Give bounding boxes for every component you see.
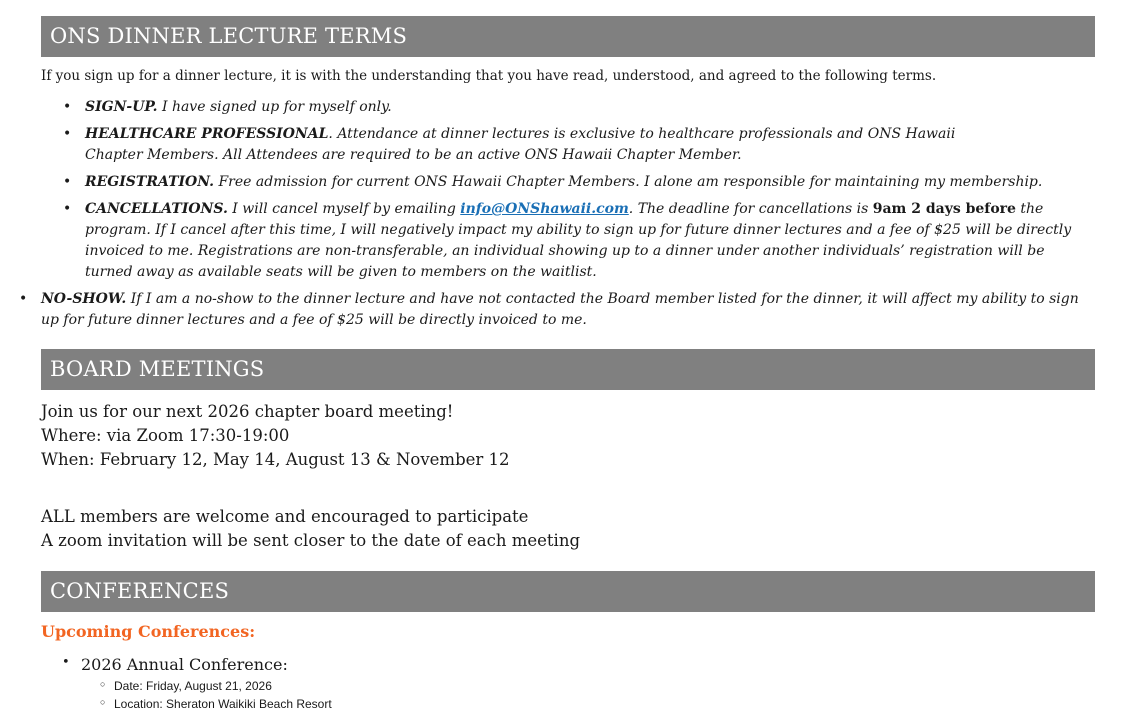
term-cancellations-mid: . The deadline for cancellations is <box>628 201 873 217</box>
term-healthcare-label: HEALTHCARE PROFESSIONAL <box>85 126 329 142</box>
term-registration-label: REGISTRATION. <box>85 174 215 190</box>
term-registration <box>85 172 1085 193</box>
term-cancellations-post: the program. If I cancel after this time, I will negatively impact my ability to sign up for future dinner lectures and a fee of $25 will be directly invoiced to me. Registrations are non-transferable, an individual showing up to a dinner under another individuals’ registration will be turned away as available seats will be given to members on the waitlist. <box>85 201 1072 280</box>
dinner-terms-header: ONS DINNER LECTURE TERMS <box>41 16 1095 57</box>
conferences-header: CONFERENCES <box>41 571 1095 612</box>
term-noshow-label: NO-SHOW. <box>41 291 127 307</box>
board-line-welcome: ALL members are welcome and encouraged to participate <box>41 507 529 526</box>
term-healthcare-text: . Attendance at dinner lectures is exclusive to healthcare professionals and ONS Hawaii Chapter Members. All Attendees are required to be an active ONS Hawaii Chapter Member. <box>85 126 956 163</box>
term-healthcare <box>85 124 965 166</box>
board-line-when: When: February 12, May 14, August 13 & November 12 <box>41 450 510 469</box>
conference-date: ○ Date: Friday, August 21, 2026 <box>114 679 272 693</box>
board-line-join: Join us for our next 2026 chapter board meeting! <box>41 402 454 421</box>
term-registration-text: Free admission for current ONS Hawaii Chapter Members. I alone am responsible for maintaining my membership. <box>214 174 1043 190</box>
email-link[interactable]: info@ONShawaii.com <box>460 201 629 217</box>
dinner-terms-intro: If you sign up for a dinner lecture, it is with the understanding that you have read, understood, and agreed to the following terms. <box>41 68 937 84</box>
term-cancellations-pre: I will cancel myself by emailing <box>227 201 461 217</box>
term-signup-label: SIGN-UP. <box>85 99 158 115</box>
term-cancellations <box>85 199 1085 283</box>
board-line-where: Where: via Zoom 17:30-19:00 <box>41 426 290 445</box>
board-line-invitation: A zoom invitation will be sent closer to the date of each meeting <box>41 531 581 550</box>
board-meetings-header: BOARD MEETINGS <box>41 349 1095 390</box>
conference-location: ○ Location: Sheraton Waikiki Beach Resort <box>114 697 332 711</box>
term-noshow <box>41 289 1086 331</box>
upcoming-conferences-heading: Upcoming Conferences: <box>41 622 256 641</box>
term-signup <box>85 97 1085 118</box>
cancellation-deadline: 9am 2 days before <box>872 201 1016 217</box>
term-signup-text: I have signed up for myself only. <box>157 99 392 115</box>
conference-item: • 2026 Annual Conference: <box>81 655 288 674</box>
term-noshow-text: If I am a no-show to the dinner lecture and have not contacted the Board member listed for the dinner, it will affect my ability to sign up for future dinner lectures and a fee of $25 will be directly invoiced to me. <box>41 291 1079 328</box>
term-cancellations-label: CANCELLATIONS. <box>85 201 228 217</box>
